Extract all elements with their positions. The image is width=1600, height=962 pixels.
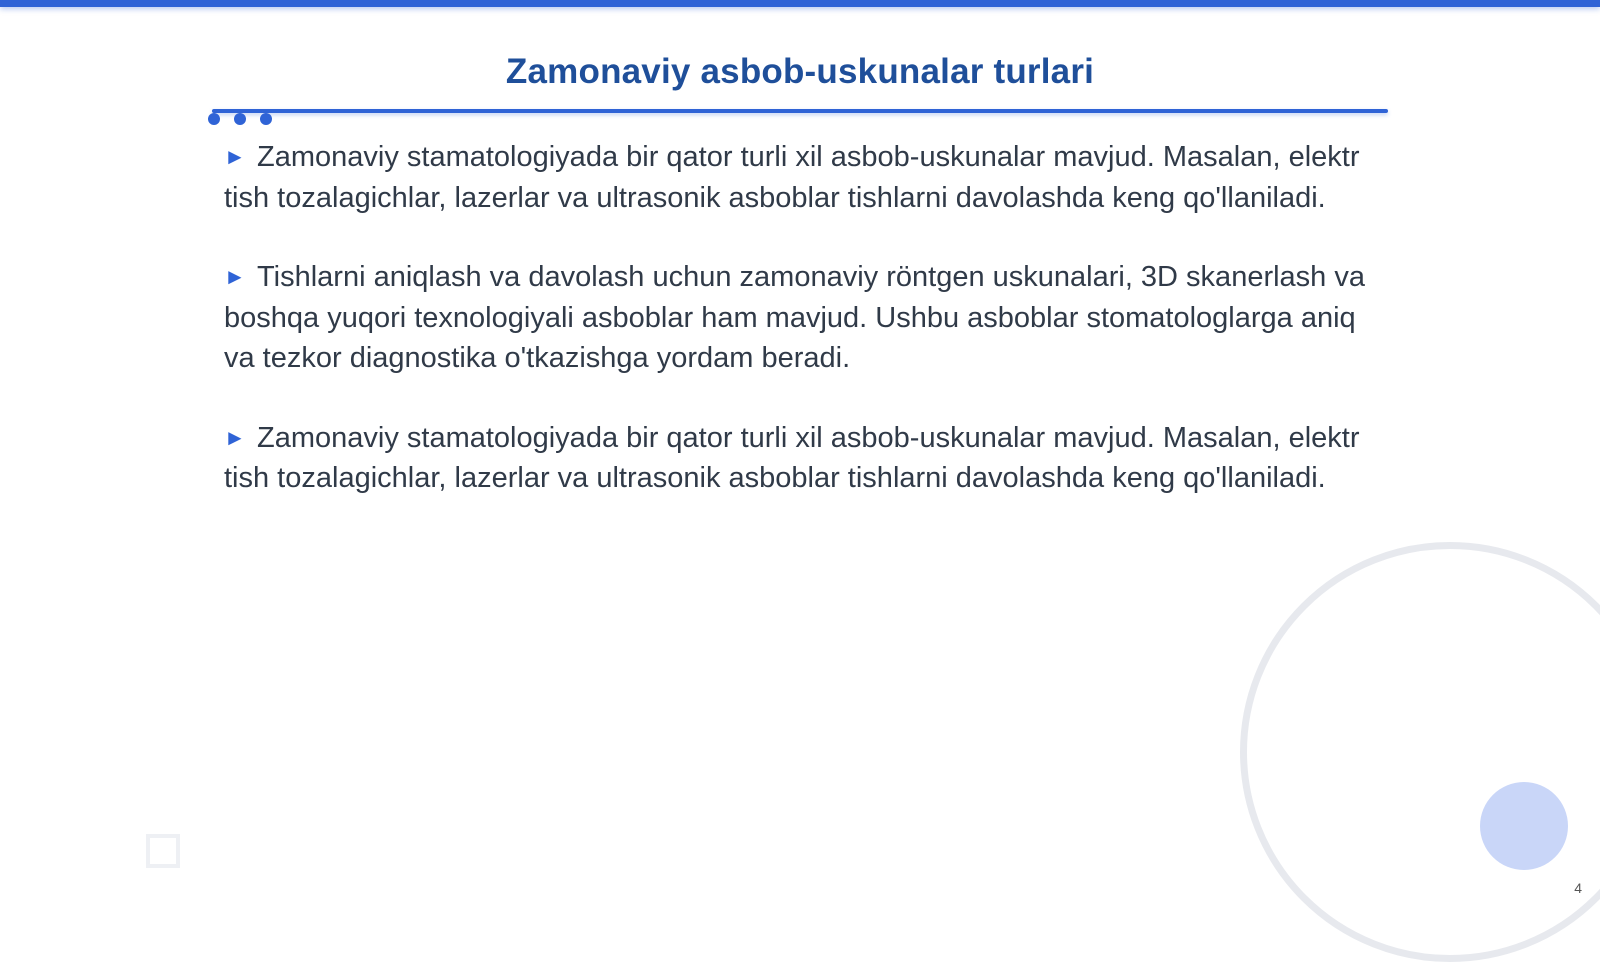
- decor-circle: [1480, 782, 1568, 870]
- bullet-text: Zamonaviy stamatologiyada bir qator turli xil asbob-uskunalar mavjud. Masalan, elektr tish tozalagichlar, lazerlar va ultrasonik asboblar tishlarni davolashda keng qo'llaniladi.: [224, 421, 1360, 494]
- decor-ring: [1240, 542, 1600, 962]
- triangle-bullet-icon: ►: [224, 264, 246, 289]
- bullet-paragraph: [224, 418, 1384, 499]
- decor-square: [146, 834, 180, 868]
- triangle-bullet-icon: ►: [224, 144, 246, 169]
- decor-dot: [260, 113, 272, 125]
- page-number: 4: [1574, 880, 1582, 896]
- slide-title: Zamonaviy asbob-uskunalar turlari: [505, 52, 1095, 91]
- decor-dot: [208, 113, 220, 125]
- title-underline: [212, 109, 1388, 113]
- triangle-bullet-icon: ►: [224, 424, 246, 450]
- bullet-list: [224, 137, 1384, 538]
- decor-dot: [234, 113, 246, 125]
- bullet-text: Tishlarni aniqlash va davolash uchun zamonaviy röntgen uskunalari, 3D skanerlash va boshqa yuqori texnologiyali asboblar ham mavjud. Ushbu asboblar stomatologlarga aniq va tezkor diagnostika o'tkazishga yordam beradi.: [224, 261, 1365, 374]
- bullet-text: Zamonaviy stamatologiyada bir qator turli xil asbob-uskunalar mavjud. Masalan, elektr tish tozalagichlar, lazerlar va ultrasonik asboblar tishlarni davolashda keng qo'llaniladi.: [224, 141, 1360, 214]
- top-accent-bar: [0, 0, 1600, 7]
- bullet-paragraph: [224, 257, 1384, 379]
- bullet-paragraph: [224, 137, 1384, 218]
